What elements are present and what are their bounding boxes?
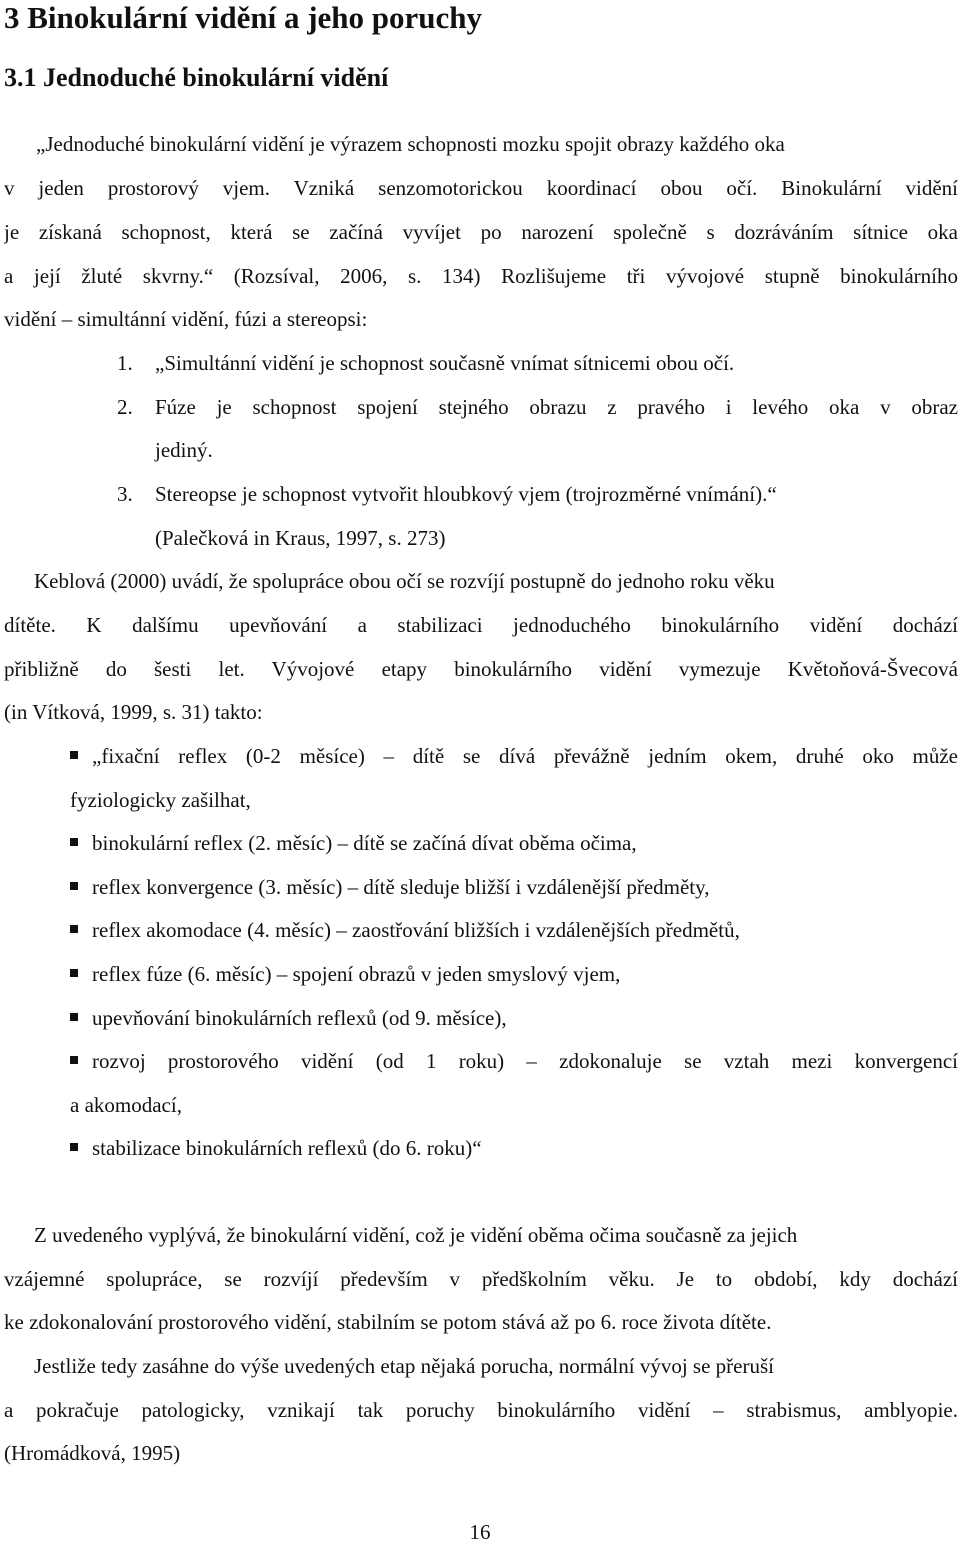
- bullet-item-text: a akomodací,: [70, 1093, 182, 1117]
- list-number: 2.: [117, 395, 133, 419]
- bullet-square-icon: [70, 1143, 78, 1151]
- intro-line: a její žluté skvrny.“ (Rozsíval, 2006, s. 134) Rozlišujeme tři vývojové stupně binokulárního: [4, 264, 958, 288]
- bullet-item-text: binokulární reflex (2. měsíc) – dítě se začíná dívat oběma očima,: [92, 831, 637, 855]
- paragraph-line: dítěte. K dalšímu upevňování a stabilizaci jednoduchého binokulárního vidění dochází: [4, 613, 958, 637]
- paragraph-line: (in Vítková, 1999, s. 31) takto:: [4, 700, 263, 724]
- paragraph-line: Jestliže tedy zasáhne do výše uvedených etap nějaká porucha, normální vývoj se přeruší: [34, 1354, 774, 1378]
- intro-line: v jeden prostorový vjem. Vzniká senzomotorickou koordinací obou očí. Binokulární vidění: [4, 176, 958, 200]
- section-heading: 3.1 Jednoduché binokulární vidění: [4, 63, 389, 92]
- paragraph-line: přibližně do šesti let. Vývojové etapy binokulárního vidění vymezuje Květoňová-Švecová: [4, 657, 958, 681]
- bullet-square-icon: [70, 1013, 78, 1021]
- page-number: 16: [469, 1520, 491, 1544]
- paragraph-line: vzájemné spolupráce, se rozvíjí především v předškolním věku. Je to období, kdy dochází: [4, 1267, 958, 1291]
- bullet-square-icon: [70, 1056, 78, 1064]
- paragraph-line: a pokračuje patologicky, vznikají tak poruchy binokulárního vidění – strabismus, amblyopie.: [4, 1398, 958, 1422]
- intro-line: vidění – simultánní vidění, fúzi a stereopsi:: [4, 307, 368, 331]
- list-item-text: Stereopse je schopnost vytvořit hloubkový vjem (trojrozměrné vnímání).“: [155, 482, 777, 506]
- list-item-text: „Simultánní vidění je schopnost současně vnímat sítnicemi obou očí.: [155, 351, 735, 375]
- paragraph-line: ke zdokonalování prostorového vidění, stabilním se potom stává až po 6. roce života dítěte.: [4, 1310, 772, 1334]
- bullet-item-text: reflex konvergence (3. měsíc) – dítě sleduje bližší i vzdálenější předměty,: [92, 875, 710, 899]
- list-number: 3.: [117, 482, 133, 506]
- bullet-item-text: reflex fúze (6. měsíc) – spojení obrazů v jeden smyslový vjem,: [92, 962, 621, 986]
- paragraph-line: Z uvedeného vyplývá, že binokulární vidění, což je vidění oběma očima současně za jejich: [34, 1223, 798, 1247]
- bullet-item-text: fyziologicky zašilhat,: [70, 788, 251, 812]
- bullet-square-icon: [70, 969, 78, 977]
- bullet-square-icon: [70, 751, 78, 759]
- bullet-item-text: rozvoj prostorového vidění (od 1 roku) – zdokonaluje se vztah mezi konvergencí: [92, 1049, 958, 1073]
- bullet-item-text: upevňování binokulárních reflexů (od 9. měsíce),: [92, 1006, 507, 1030]
- intro-line: „Jednoduché binokulární vidění je výrazem schopnosti mozku spojit obrazy každého oka: [36, 132, 785, 156]
- chapter-heading: 3 Binokulární vidění a jeho poruchy: [4, 0, 483, 35]
- bullet-item-text: „fixační reflex (0-2 měsíce) – dítě se dívá převážně jedním okem, druhé oko může: [92, 744, 958, 768]
- paragraph-line: (Hromádková, 1995): [4, 1441, 181, 1465]
- paragraph-line: Keblová (2000) uvádí, že spolupráce obou očí se rozvíjí postupně do jednoho roku věku: [34, 569, 775, 593]
- bullet-square-icon: [70, 838, 78, 846]
- bullet-item-text: reflex akomodace (4. měsíc) – zaostřování bližších i vzdálenějších předmětů,: [92, 918, 740, 942]
- bullet-square-icon: [70, 925, 78, 933]
- list-item-text: (Palečková in Kraus, 1997, s. 273): [155, 526, 446, 550]
- list-item-text: Fúze je schopnost spojení stejného obrazu z pravého i levého oka v obraz: [155, 395, 958, 419]
- bullet-item-text: stabilizace binokulárních reflexů (do 6. roku)“: [92, 1136, 482, 1160]
- list-number: 1.: [117, 351, 133, 375]
- intro-line: je získaná schopnost, která se začíná vyvíjet po narození společně s dozráváním sítnice oka: [4, 220, 958, 244]
- bullet-square-icon: [70, 882, 78, 890]
- list-item-text: jediný.: [155, 438, 213, 462]
